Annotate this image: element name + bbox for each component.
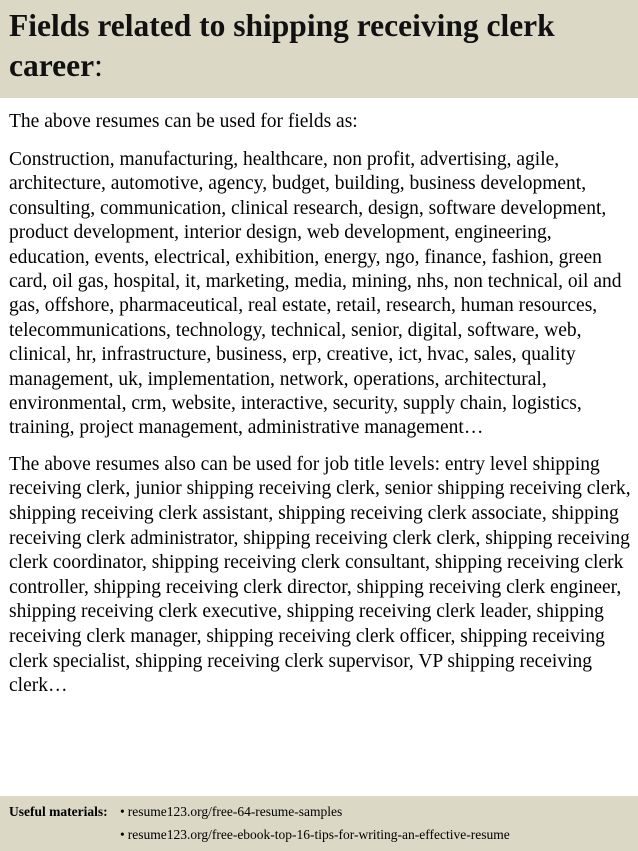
footer-link-text[interactable]: resume123.org/free-ebook-top-16-tips-for-writing-an-effective-resume bbox=[127, 827, 510, 842]
footer-link-text[interactable]: resume123.org/free-64-resume-samples bbox=[127, 804, 343, 819]
footer-link-ebook[interactable] bbox=[120, 827, 510, 843]
page-title-text: Fields related to shipping receiving clerk career bbox=[9, 8, 555, 83]
job-titles-paragraph: The above resumes also can be used for job title levels: entry level shipping receiving clerk, junior shipping receiving clerk, senior shipping receiving clerk, shipping receiving clerk assistant, shipping receiving clerk associate, shipping receiving clerk administrator, shipping receiving clerk clerk, shipping receiving clerk coordinator, shipping receiving clerk consultant, shipping receiving clerk controller, shipping receiving clerk director, shipping receiving clerk engineer, shipping receiving clerk executive, shipping receiving clerk leader, shipping receiving clerk manager, shipping receiving clerk officer, shipping receiving clerk specialist, shipping receiving clerk supervisor, VP shipping receiving clerk… bbox=[9, 453, 631, 697]
footer-banner bbox=[0, 796, 638, 851]
footer-link-resume-samples[interactable] bbox=[120, 804, 342, 820]
fields-intro: The above resumes can be used for fields as: bbox=[9, 111, 358, 132]
title-banner bbox=[0, 0, 638, 98]
useful-materials-label-text: Useful materials bbox=[9, 804, 104, 819]
page-title-colon: : bbox=[94, 48, 103, 83]
main-content bbox=[9, 110, 634, 699]
useful-materials-label-colon: : bbox=[103, 804, 108, 819]
useful-materials-label bbox=[9, 804, 108, 820]
bullet-icon: • bbox=[120, 804, 125, 819]
page-title bbox=[9, 6, 631, 86]
bullet-icon: • bbox=[120, 827, 125, 842]
fields-list: Construction, manufacturing, healthcare, non profit, advertising, agile, architecture, automotive, agency, budget, building, business development, consulting, communication, clinical research, design, software development, product development, interior design, web development, engineering, education, events, electrical, exhibition, energy, ngo, finance, fashion, green card, oil gas, hospital, it, marketing, media, mining, nhs, non technical, oil and gas, offshore, pharmaceutical, real estate, retail, research, human resources, telecommunications, technology, technical, senior, digital, software, web, clinical, hr, infrastructure, business, erp, creative, ict, hvac, sales, quality management, uk, implementation, network, operations, architectural, environmental, crm, website, interactive, security, supply chain, logistics, training, project management, administrative management… bbox=[9, 149, 622, 439]
